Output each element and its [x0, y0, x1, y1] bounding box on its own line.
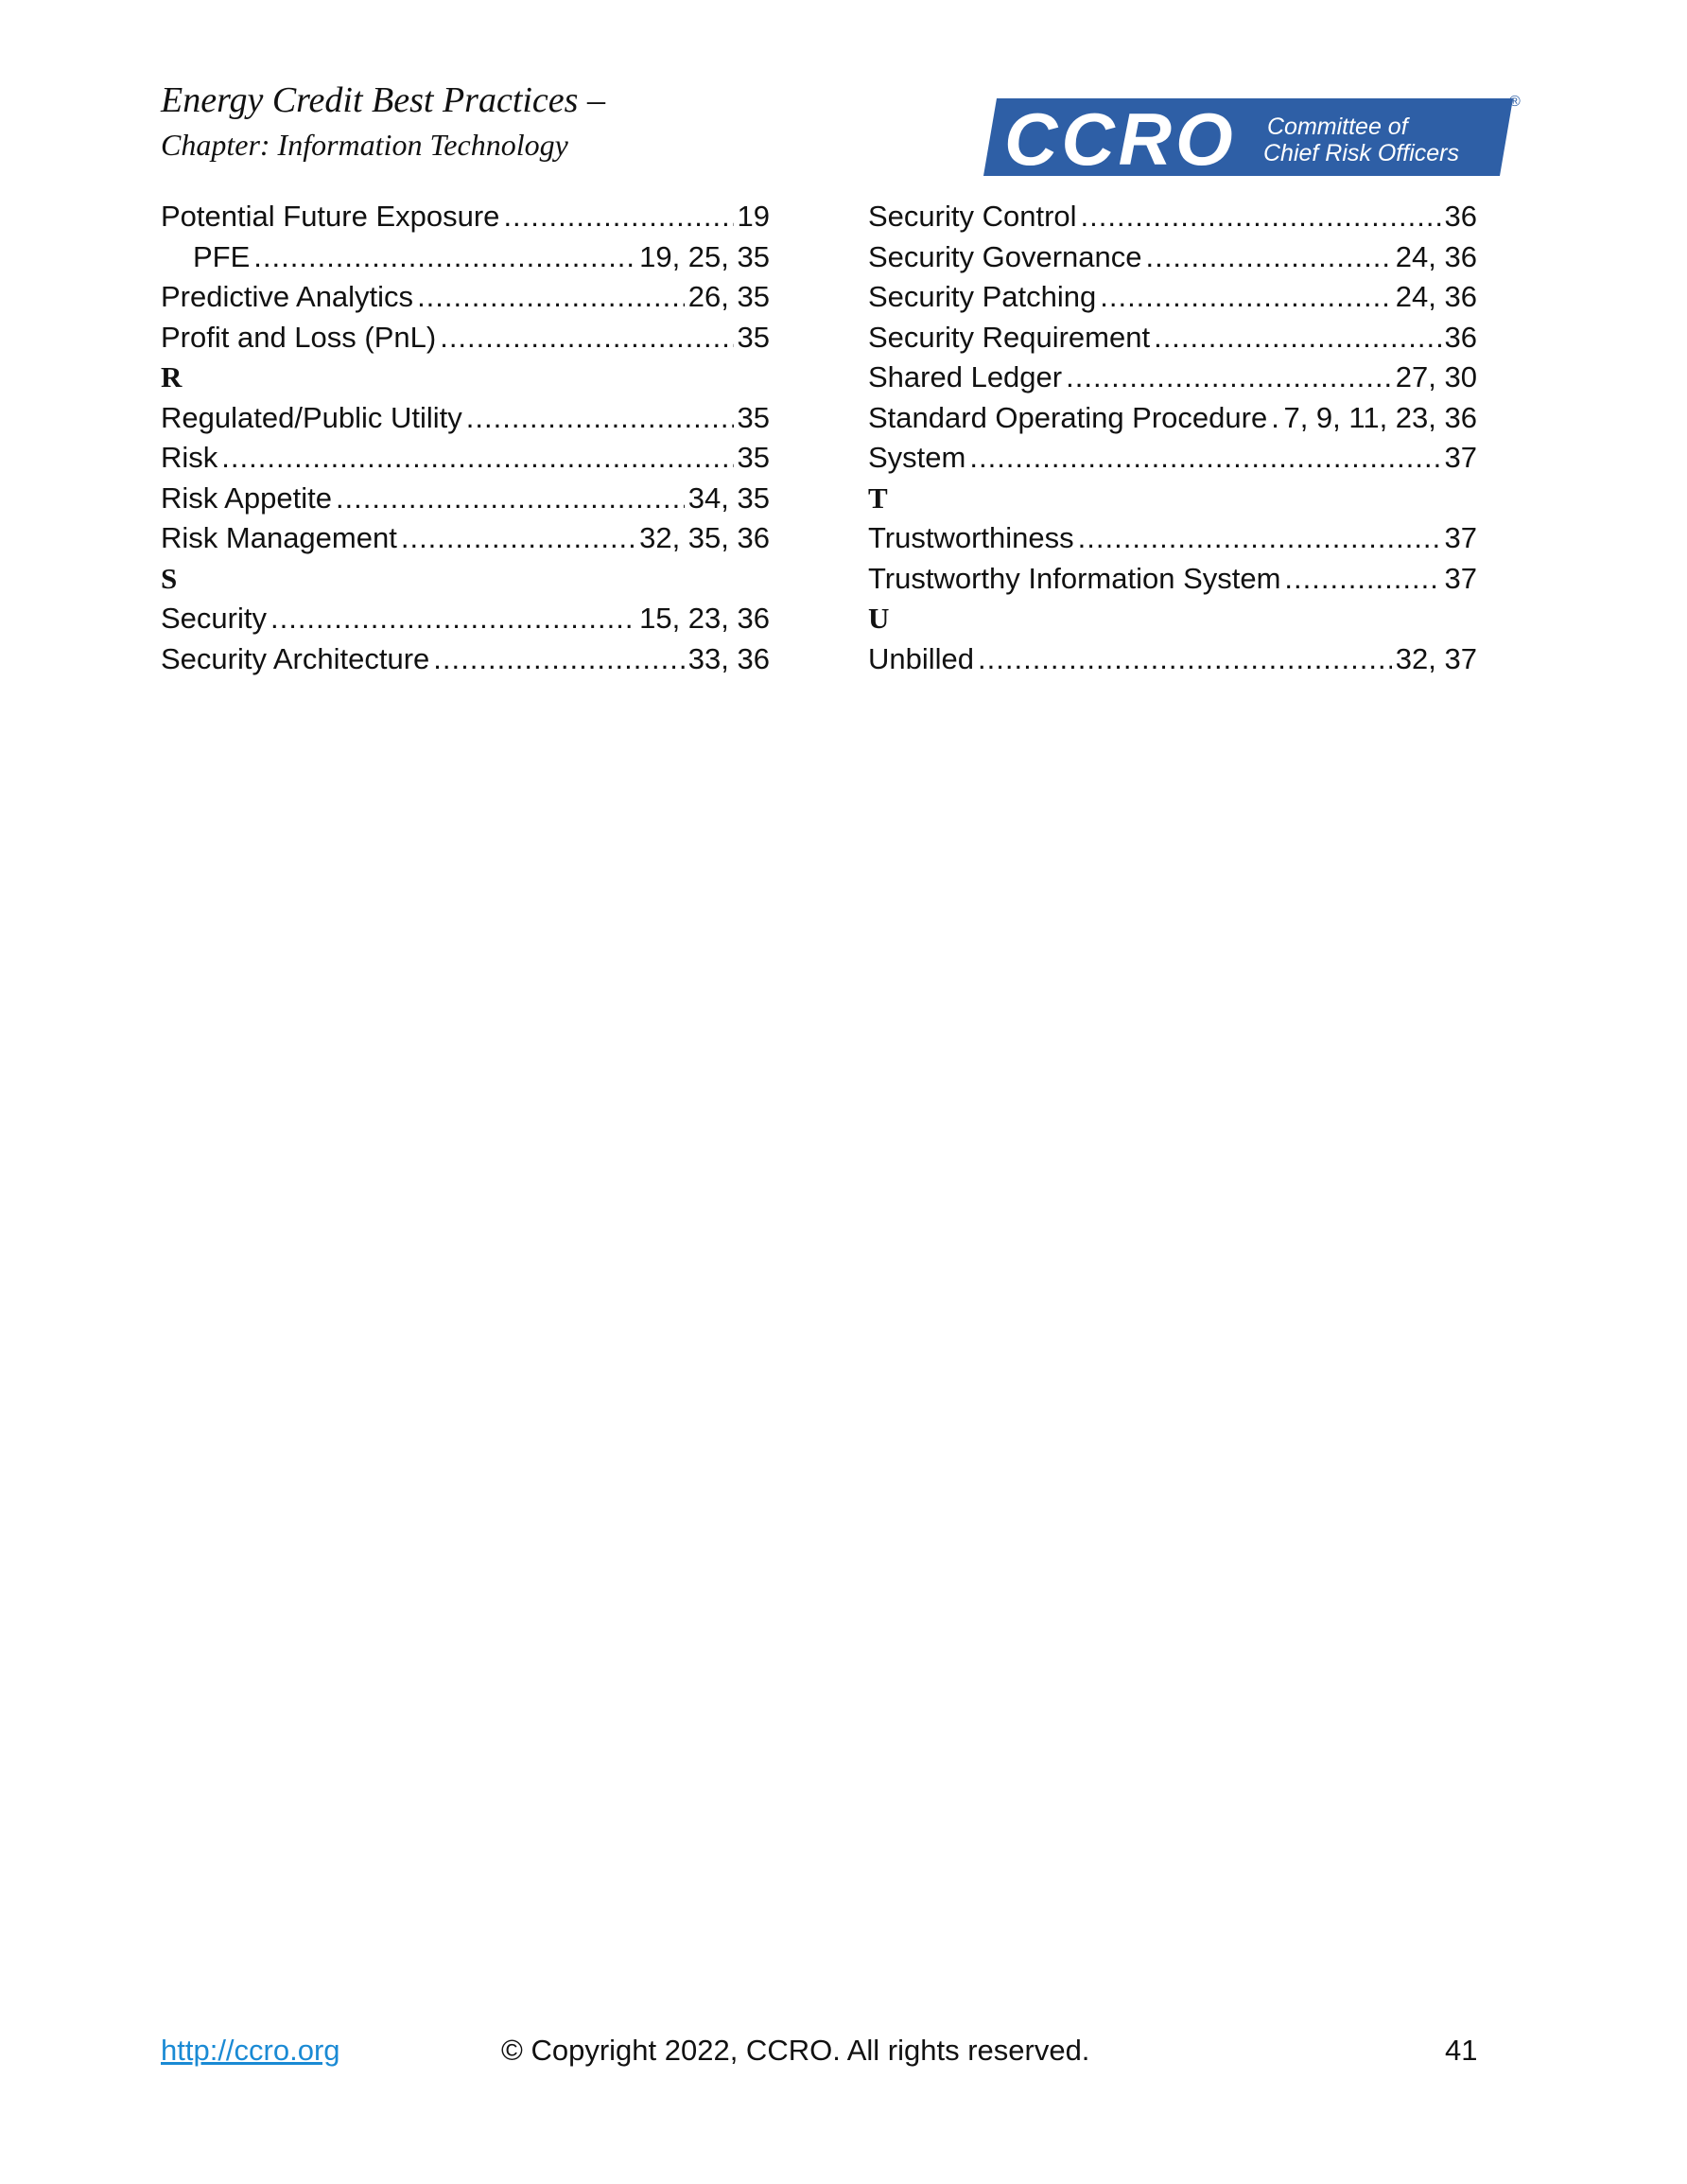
dot-leader — [1145, 237, 1391, 278]
index-page-numbers: 36 — [1444, 200, 1477, 233]
index-term: Trustworthiness — [868, 521, 1074, 554]
dot-leader — [1284, 559, 1440, 600]
index-page-numbers: 24, 36 — [1395, 280, 1477, 313]
index-term: System — [868, 441, 966, 474]
dot-leader — [1066, 358, 1392, 398]
index-page-numbers: 34, 35 — [687, 480, 770, 515]
index-term: PFE — [193, 239, 251, 273]
index-entry — [161, 639, 770, 680]
index-letter-heading: R — [161, 360, 183, 393]
dot-leader — [978, 639, 1392, 680]
index-letter-heading: U — [868, 602, 890, 635]
index-page-numbers: 27, 30 — [1395, 360, 1477, 393]
index-term: Security Requirement — [868, 320, 1151, 354]
index-letter-heading: S — [161, 561, 178, 595]
ccro-logo — [983, 93, 1532, 182]
index-term: Shared Ledger — [868, 360, 1063, 393]
index-term: Security Architecture — [161, 641, 430, 675]
index-entry — [161, 277, 770, 318]
index-entry — [868, 237, 1477, 278]
index-entry — [868, 318, 1477, 358]
logo-tagline-1: Committee of — [1267, 114, 1408, 140]
index-page-numbers: 37 — [1444, 561, 1477, 595]
index-page-numbers: 35 — [737, 441, 770, 474]
dot-leader — [969, 438, 1440, 479]
index-page-numbers: 36 — [1444, 320, 1477, 354]
index-entry — [868, 639, 1477, 680]
index-page-numbers: 24, 36 — [1395, 239, 1477, 273]
index-entry — [868, 518, 1477, 559]
dot-leader — [433, 639, 685, 680]
index-entry — [868, 398, 1477, 439]
dot-leader — [1078, 518, 1441, 559]
dot-leader — [466, 398, 734, 439]
index-term: Trustworthy Information System — [868, 561, 1281, 595]
dot-leader — [1100, 277, 1392, 318]
dot-leader — [1271, 398, 1279, 439]
dot-leader — [417, 277, 685, 318]
chapter-subtitle: Chapter: Information Technology — [161, 128, 568, 162]
dot-leader — [270, 599, 635, 639]
logo-wordmark: CCRO — [1004, 97, 1237, 181]
index-entry — [868, 358, 1477, 398]
index-entry — [161, 398, 770, 439]
index-entry — [161, 197, 770, 237]
index-term: Predictive Analytics — [161, 280, 414, 313]
dot-leader — [503, 197, 733, 237]
index-page-numbers: 7, 9, 11, 23, 36 — [1283, 400, 1477, 434]
index-page-numbers: 37 — [1444, 521, 1477, 554]
dot-leader — [1081, 197, 1441, 237]
index-entry — [868, 559, 1477, 600]
logo-tagline-2: Chief Risk Officers — [1263, 140, 1459, 166]
index-term: Potential Future Exposure — [161, 200, 500, 233]
dot-leader — [253, 237, 635, 278]
registered-mark: ® — [1509, 94, 1521, 110]
index-column-right — [868, 197, 1477, 679]
footer-copyright: © Copyright 2022, CCRO. All rights reserved. — [501, 2034, 1090, 2067]
index-page-numbers: 32, 37 — [1395, 641, 1477, 675]
index-entry — [868, 438, 1477, 479]
index-term: Regulated/Public Utility — [161, 400, 462, 434]
index-page-numbers: 19, 25, 35 — [639, 239, 770, 273]
index-entry — [868, 197, 1477, 237]
index-term: Security Governance — [868, 239, 1142, 273]
index-page-numbers: 15, 23, 36 — [639, 602, 770, 635]
index-entry — [161, 318, 770, 358]
index-page-numbers: 35 — [737, 400, 770, 434]
document-title: Energy Credit Best Practices – — [161, 80, 605, 120]
dot-leader — [221, 438, 733, 479]
index-term: Risk — [161, 441, 218, 474]
index-term: Security Control — [868, 200, 1077, 233]
index-term: Profit and Loss (PnL) — [161, 320, 437, 354]
dot-leader — [336, 479, 685, 519]
index-column-left — [161, 197, 770, 679]
index-subentry — [161, 237, 770, 278]
index-entry — [161, 479, 770, 519]
index-term: Risk Appetite — [161, 480, 332, 515]
index-term: Security — [161, 602, 267, 635]
index-entry — [161, 438, 770, 479]
footer-website-link[interactable]: http://ccro.org — [161, 2034, 340, 2067]
index-page-numbers: 26, 35 — [687, 280, 770, 313]
index-page-numbers: 19 — [737, 200, 770, 233]
page-number: 41 — [1445, 2034, 1478, 2067]
index-term: Security Patching — [868, 280, 1097, 313]
dot-leader — [1154, 318, 1440, 358]
index-page-numbers: 35 — [737, 320, 770, 354]
index-letter-heading: T — [868, 480, 888, 515]
dot-leader — [440, 318, 733, 358]
dot-leader — [401, 518, 635, 559]
index-term: Risk Management — [161, 521, 397, 554]
index-term: Unbilled — [868, 641, 975, 675]
index-page-numbers: 32, 35, 36 — [639, 521, 770, 554]
index-entry — [868, 277, 1477, 318]
index-term: Standard Operating Procedure — [868, 400, 1268, 434]
index-page-numbers: 33, 36 — [687, 641, 770, 675]
index-page-numbers: 37 — [1444, 441, 1477, 474]
index-entry — [161, 518, 770, 559]
index-entry — [161, 599, 770, 639]
